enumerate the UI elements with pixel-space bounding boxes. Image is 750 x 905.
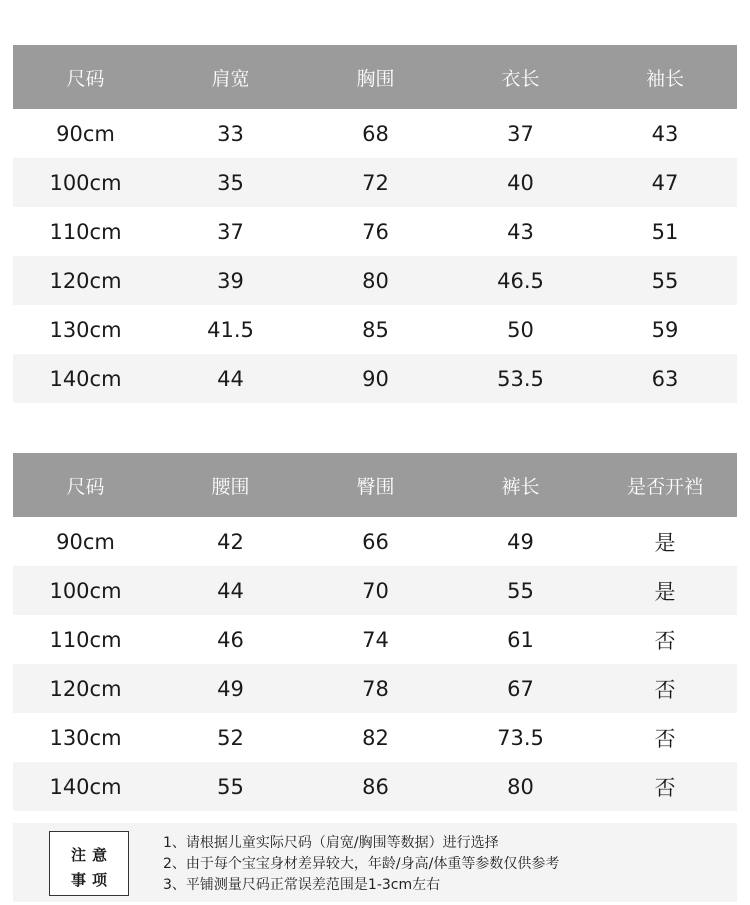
table-cell: 80 — [303, 256, 448, 305]
table-cell: 86 — [303, 762, 448, 811]
table-cell: 73.5 — [448, 713, 593, 762]
table-cell: 61 — [448, 615, 593, 664]
note-item: 3、平铺测量尺码正常误差范围是1-3cm左右 — [163, 877, 441, 893]
table-cell: 110cm — [13, 207, 158, 256]
table-cell: 100cm — [13, 566, 158, 615]
table-cell: 90 — [303, 354, 448, 403]
table-cell: 90cm — [13, 109, 158, 158]
table-cell: 140cm — [13, 762, 158, 811]
table-cell: 100cm — [13, 158, 158, 207]
table-cell: 55 — [448, 566, 593, 615]
table-row — [13, 615, 737, 664]
table-row — [13, 305, 737, 354]
table-cell: 否 — [593, 664, 737, 713]
table-cell: 74 — [303, 615, 448, 664]
bottom-table-header-row — [13, 453, 737, 517]
table-row — [13, 566, 737, 615]
table-cell: 53.5 — [448, 354, 593, 403]
table-cell: 是 — [593, 566, 737, 615]
table-cell: 40 — [448, 158, 593, 207]
notes-list — [163, 833, 559, 896]
table-row — [13, 664, 737, 713]
table-cell: 82 — [303, 713, 448, 762]
table-cell: 47 — [593, 158, 737, 207]
top-size-table — [13, 45, 737, 403]
table-cell: 41.5 — [158, 305, 303, 354]
table-cell: 46 — [158, 615, 303, 664]
table-cell: 90cm — [13, 517, 158, 566]
table-cell: 52 — [158, 713, 303, 762]
table-cell: 63 — [593, 354, 737, 403]
table-cell: 否 — [593, 762, 737, 811]
table-cell: 42 — [158, 517, 303, 566]
notes-section — [13, 823, 737, 902]
table-cell: 68 — [303, 109, 448, 158]
table-cell: 否 — [593, 713, 737, 762]
table-cell: 72 — [303, 158, 448, 207]
notes-title-line1: 注意 — [70, 846, 113, 864]
table-cell: 37 — [158, 207, 303, 256]
table-cell: 55 — [158, 762, 303, 811]
header-pants-length: 裤长 — [448, 453, 593, 517]
table-row — [13, 158, 737, 207]
table-cell: 67 — [448, 664, 593, 713]
table-cell: 140cm — [13, 354, 158, 403]
table-cell: 66 — [303, 517, 448, 566]
table-cell: 44 — [158, 566, 303, 615]
table-cell: 49 — [158, 664, 303, 713]
header-size: 尺码 — [13, 453, 158, 517]
note-item: 1、请根据儿童实际尺码（肩宽/胸围等数据）进行选择 — [163, 835, 499, 851]
header-waist: 腰围 — [158, 453, 303, 517]
table-row — [13, 517, 737, 566]
table-cell: 49 — [448, 517, 593, 566]
table-cell: 80 — [448, 762, 593, 811]
header-open-crotch: 是否开裆 — [593, 453, 737, 517]
table-row — [13, 762, 737, 811]
table-row — [13, 713, 737, 762]
table-row — [13, 207, 737, 256]
table-cell: 120cm — [13, 256, 158, 305]
table-cell: 33 — [158, 109, 303, 158]
table-cell: 70 — [303, 566, 448, 615]
header-garment-length: 衣长 — [448, 45, 593, 109]
header-size: 尺码 — [13, 45, 158, 109]
header-chest: 胸围 — [303, 45, 448, 109]
table-cell: 85 — [303, 305, 448, 354]
table-row — [13, 109, 737, 158]
table-cell: 39 — [158, 256, 303, 305]
table-cell: 120cm — [13, 664, 158, 713]
table-cell: 46.5 — [448, 256, 593, 305]
header-shoulder-width: 肩宽 — [158, 45, 303, 109]
table-row — [13, 354, 737, 403]
header-sleeve-length: 袖长 — [593, 45, 737, 109]
header-hip: 臀围 — [303, 453, 448, 517]
table-cell: 否 — [593, 615, 737, 664]
table-cell: 是 — [593, 517, 737, 566]
table-cell: 51 — [593, 207, 737, 256]
table-cell: 130cm — [13, 713, 158, 762]
top-table-header-row — [13, 45, 737, 109]
table-cell: 43 — [448, 207, 593, 256]
table-cell: 43 — [593, 109, 737, 158]
notes-title-box — [49, 831, 129, 896]
table-cell: 110cm — [13, 615, 158, 664]
table-cell: 59 — [593, 305, 737, 354]
table-cell: 78 — [303, 664, 448, 713]
table-cell: 55 — [593, 256, 737, 305]
bottom-size-table — [13, 453, 737, 811]
table-cell: 44 — [158, 354, 303, 403]
note-item: 2、由于每个宝宝身材差异较大，年龄/身高/体重等参数仅供参考 — [163, 856, 560, 872]
table-cell: 130cm — [13, 305, 158, 354]
table-row — [13, 256, 737, 305]
table-cell: 50 — [448, 305, 593, 354]
notes-title-line2: 事项 — [70, 871, 113, 889]
table-cell: 37 — [448, 109, 593, 158]
table-cell: 35 — [158, 158, 303, 207]
table-cell: 76 — [303, 207, 448, 256]
